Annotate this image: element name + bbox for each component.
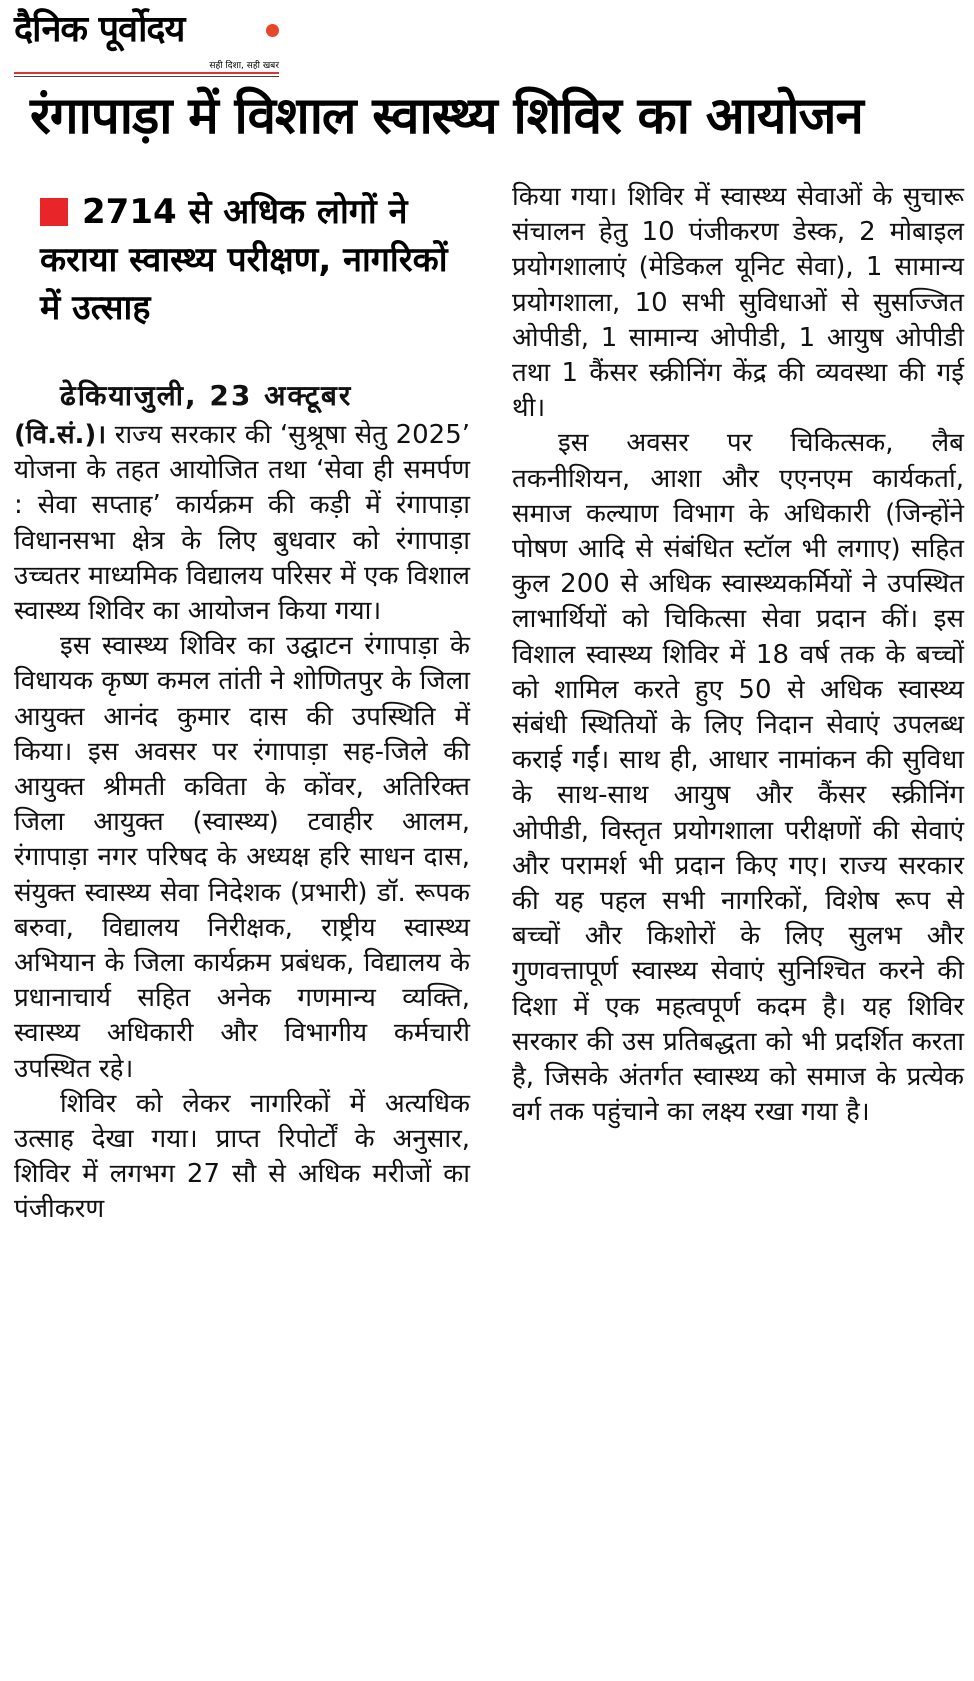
paragraph-2: इस स्वास्थ्य शिविर का उद्घाटन रंगापाड़ा के विधायक कृष्ण कमल तांती ने शोणितपुर के जिला आयुक्त आनंद कुमार दास की उपस्थिति में किया। इस अवसर पर रंगापाड़ा सह-जिले की आयुक्त श्रीमती कविता के कोंवर, अतिरिक्त जिला आयुक्त (स्वास्थ्य) टवाहीर आलम, रंगापाड़ा नगर परिषद के अध्यक्ष हरि साधन दास, संयुक्त स्वास्थ्य सेवा निदेशक (प्रभारी) डॉ. रूपक बरुवा, विद्यालय निरीक्षक, राष्ट्रीय स्वास्थ्य अभियान के जिला कार्यक्रम प्रबंधक, विद्यालय के प्रधानाचार्य सहित अनेक गणमान्य व्यक्ति, स्वास्थ्य अधिकारी और विभागीय कर्मचारी उपस्थित रहे।	[14, 631, 470, 1084]
masthead-rule-thin	[14, 76, 279, 77]
right-column	[512, 180, 964, 1130]
article-subheadline	[40, 188, 472, 332]
article-dateline: ढेकियाजुली, 23 अक्टूबर	[60, 379, 353, 412]
paragraph-1-text: राज्य सरकार की ‘सुश्रूषा सेतु 2025’ योजना के तहत आयोजित तथा ‘सेवा ही समर्पण : सेवा सप्ताह’ कार्यक्रम की कड़ी में रंगापाड़ा विधानसभा क्षेत्र के लिए बुधवार को रंगापाड़ा उच्चतर माध्यमिक विद्यालय परिसर में एक विशाल स्वास्थ्य शिविर का आयोजन किया गया।	[14, 420, 470, 627]
article-headline: रंगापाड़ा में विशाल स्वास्थ्य शिविर का आयोजन	[30, 87, 863, 146]
paragraph-4: किया गया। शिविर में स्वास्थ्य सेवाओं के सुचारू संचालन हेतु 10 पंजीकरण डेस्क, 2 मोबाइल प्रयोगशालाएं (मेडिकल यूनिट सेवा), 1 सामान्य प्रयोगशाला, 10 सभी सुविधाओं से सुसज्जित ओपीडी, 1 सामान्य ओपीडी, 1 आयुष ओपीडी तथा 1 कैंसर स्क्रीनिंग केंद्र की व्यवस्था की गई थी।	[512, 182, 964, 424]
masthead-tagline: सही दिशा, सही खबर	[209, 61, 279, 71]
left-column	[14, 418, 470, 1228]
paragraph-1	[14, 418, 470, 629]
paragraph-5: इस अवसर पर चिकित्सक, लैब तकनीशियन, आशा और एएनएम कार्यकर्ता, समाज कल्याण विभाग के अधिकारी (जिन्होंने पोषण आदि से संबंधित स्टॉल भी लगाए) सहित कुल 200 से अधिक स्वास्थ्यकर्मियों ने उपस्थित लाभार्थियों को चिकित्सा सेवा प्रदान कीं। इस विशाल स्वास्थ्य शिविर में 18 वर्ष तक के बच्चों को शामिल करते हुए 50 से अधिक स्वास्थ्य संबंधी स्थितियों के लिए निदान सेवाएं उपलब्ध कराई गईं। साथ ही, आधार नामांकन की सुविधा के साथ-साथ आयुष और कैंसर स्क्रीनिंग ओपीडी, विस्तृत प्रयोगशाला परीक्षणों की सेवाएं और परामर्श भी प्रदान किए गए। राज्य सरकार की यह पहल सभी नागरिकों, विशेष रूप से बच्चों और किशोरों के लिए सुलभ और गुणवत्तापूर्ण स्वास्थ्य सेवाएं सुनिश्चित करने की दिशा में एक महत्वपूर्ण कदम है। यह शिविर सरकार की उस प्रतिबद्धता को भी प्रदर्शित करता है, जिसके अंतर्गत स्वास्थ्य को समाज के प्रत्येक वर्ग तक पहुंचाने का लक्ष्य रखा गया है।	[512, 428, 964, 1128]
masthead-rule	[14, 72, 279, 74]
logo-dot-icon	[266, 24, 279, 37]
red-square-bullet-icon	[40, 198, 68, 226]
paragraph-3: शिविर को लेकर नागरिकों में अत्यधिक उत्साह देखा गया। प्राप्त रिपोर्टों के अनुसार, शिविर में लगभग 27 सौ से अधिक मरीजों का पंजीकरण	[14, 1088, 470, 1225]
subheadline-text: 2714 से अधिक लोगों ने कराया स्वास्थ्य परीक्षण, नागरिकों में उत्साह	[40, 192, 448, 328]
source-credit: (वि.सं.)।	[14, 420, 107, 450]
newspaper-logo: दैनिक पूर्वोदय	[14, 9, 185, 50]
masthead	[14, 10, 279, 72]
